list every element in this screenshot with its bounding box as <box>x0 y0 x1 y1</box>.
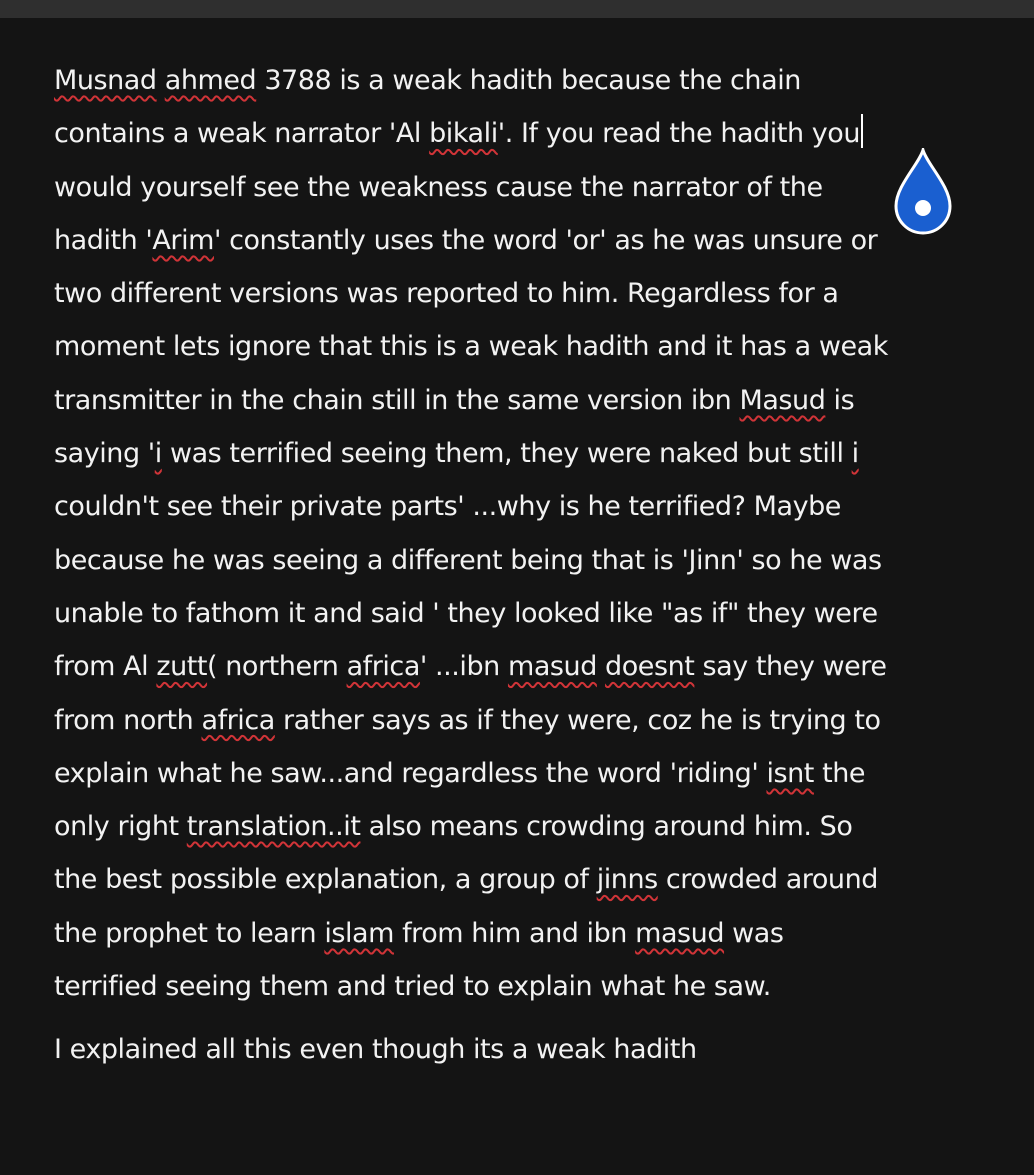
text-run: moment lets ignore that this is a weak hadith and it has a weak <box>54 331 888 363</box>
text-run: 3788 is a weak hadith because the chain <box>256 65 801 96</box>
text-run: '. If you read the hadith you <box>497 118 861 150</box>
misspelled-word: i <box>851 438 859 470</box>
text-run: from Al <box>54 651 157 683</box>
misspelled-word: masud <box>635 917 725 949</box>
text-run: explain what he saw...and regardless the word 'riding' <box>54 757 767 789</box>
text-line[interactable] <box>54 214 984 267</box>
text-run: from him and ibn <box>393 917 636 949</box>
misspelled-word: zutt <box>156 651 208 683</box>
text-run: ' constantly uses the word 'or' as he was unsure or <box>213 224 878 256</box>
text-run: the prophet to learn <box>54 917 325 949</box>
text-line[interactable] <box>54 853 984 906</box>
text-run: terrified seeing them and tried to explain what he saw. <box>54 971 771 1003</box>
top-bar <box>0 0 1034 18</box>
text-run <box>157 65 165 96</box>
text-run: from north <box>54 704 202 736</box>
text-run: two different versions was reported to him. Regardless for a <box>54 278 839 310</box>
text-run: because he was seeing a different being that is 'Jinn' so he was <box>54 544 882 576</box>
misspelled-word: Masud <box>739 384 826 416</box>
text-cursor <box>861 114 863 148</box>
text-run: was <box>724 917 784 949</box>
text-run: ' ...ibn <box>419 651 508 683</box>
misspelled-word: translation..it <box>186 811 361 843</box>
text-line[interactable] <box>54 374 984 427</box>
text-run: the <box>813 757 866 789</box>
misspelled-word: africa <box>201 704 275 736</box>
misspelled-word: doesnt <box>605 651 695 683</box>
misspelled-word: ahmed <box>164 65 257 96</box>
text-line[interactable] <box>54 694 984 747</box>
text-line[interactable] <box>54 747 984 800</box>
text-editor[interactable] <box>0 18 1034 1175</box>
text-run: couldn't see their private parts' ...why is he terrified? Maybe <box>54 491 841 523</box>
text-run: the best possible explanation, a group of <box>54 864 597 896</box>
text-line[interactable] <box>54 800 984 853</box>
text-line[interactable] <box>54 54 984 107</box>
text-run: say they were <box>694 651 887 683</box>
misspelled-word: isnt <box>766 757 814 789</box>
text-run <box>597 651 605 682</box>
text-run: rather says as if they were, coz he is trying to <box>274 704 881 736</box>
text-line[interactable] <box>54 1023 984 1076</box>
text-run: is <box>825 384 855 416</box>
text-line[interactable] <box>54 480 984 533</box>
text-line[interactable] <box>54 320 984 373</box>
text-run: would yourself see the weakness cause the narrator of the <box>54 171 823 203</box>
text-run: crowded around <box>657 864 878 896</box>
text-run: only right <box>54 811 187 843</box>
text-line[interactable] <box>54 107 984 160</box>
text-run: unable to fathom it and said ' they looked like "as if" they were <box>54 597 878 629</box>
text-run: saying ' <box>54 438 155 470</box>
misspelled-word: jinns <box>596 864 658 896</box>
text-run: was terrified seeing them, they were naked but still <box>161 438 852 470</box>
text-line[interactable] <box>54 587 984 640</box>
misspelled-word: bikali <box>429 118 498 150</box>
text-run: ( northern <box>207 651 347 683</box>
misspelled-word: islam <box>324 917 394 949</box>
text-line[interactable] <box>54 640 984 693</box>
text-line[interactable] <box>54 161 984 214</box>
document-body[interactable] <box>54 54 984 1077</box>
text-run: I explained all this even though its a weak hadith <box>54 1034 697 1066</box>
text-run: hadith ' <box>54 224 153 256</box>
text-line[interactable] <box>54 534 984 587</box>
misspelled-word: Arim <box>152 224 214 256</box>
text-line[interactable] <box>54 907 984 960</box>
text-run: contains a weak narrator 'Al <box>54 118 430 150</box>
text-selection-handle-icon[interactable] <box>894 148 952 236</box>
paragraph[interactable] <box>54 54 984 1013</box>
misspelled-word: i <box>154 438 162 470</box>
text-run: also means crowding around him. So <box>360 811 853 843</box>
misspelled-word: africa <box>346 651 420 683</box>
misspelled-word: Musnad <box>54 65 157 96</box>
paragraph[interactable] <box>54 1023 984 1076</box>
text-run: transmitter in the chain still in the same version ibn <box>54 384 740 416</box>
text-line[interactable] <box>54 267 984 320</box>
misspelled-word: masud <box>507 651 597 683</box>
text-line[interactable] <box>54 427 984 480</box>
text-line[interactable] <box>54 960 984 1013</box>
